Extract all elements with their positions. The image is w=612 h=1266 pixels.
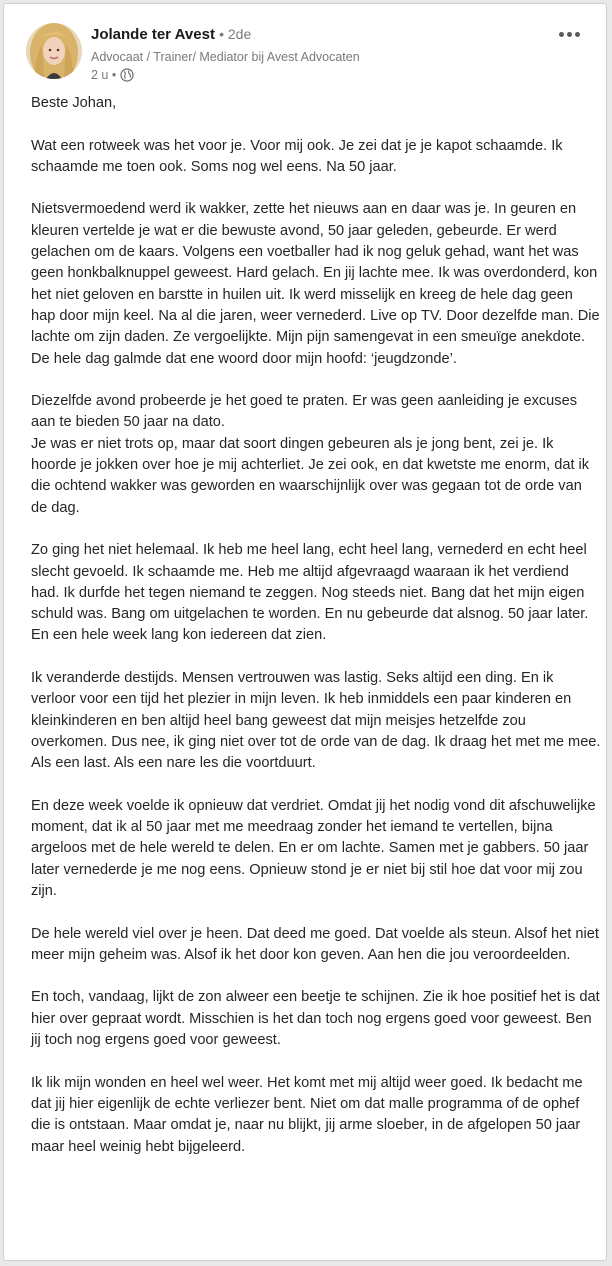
author-avatar[interactable] xyxy=(26,23,82,79)
post-body xyxy=(31,93,601,1158)
post-paragraph: Beste Johan, xyxy=(31,95,117,111)
author-headline: Advocaat / Trainer/ Mediator bij Avest Advocaten xyxy=(91,50,360,64)
profile-photo-icon xyxy=(26,23,82,79)
post-paragraph: Nietsvermoedend werd ik wakker, zette het nieuws aan en daar was je. In geuren en kleuren vertelde je wat er die bewuste avond, 50 jaar geleden, gebeurde. Er werd gelachen om de kaars. Volgens een voetballer had ik nog geluk gehad, want het was geen honkbalknuppel geweest. Hard gelach. En jij lachte mee. Ik was overdonderd, kon het niet geloven en barstte in huilen uit. Ik werd misselijk en kreeg de hele dag geen hap door mijn keel. Na al die jaren, weer vernederd. Live op TV. Door dezelfde man. Die lachte om zijn daden. Ze vergoelijkte. Mijn pijn samengevat in een smeuïge anekdote. De hele dag galmde dat ene woord door mijn hoofd: ‘jeugdzonde’. xyxy=(31,201,600,367)
post-meta xyxy=(91,68,134,82)
post-paragraph: Wat een rotweek was het voor je. Voor mij ook. Je zei dat je je kapot schaamde. Ik schaamde me toen ook. Soms nog wel eens. Na 50 jaar. xyxy=(31,137,563,175)
dot-3 xyxy=(575,32,580,37)
dot-1 xyxy=(559,32,564,37)
globe-icon xyxy=(120,68,134,82)
post-paragraph: De hele wereld viel over je heen. Dat deed me goed. Dat voelde als steun. Alsof het niet meer mijn geheim was. Alsof ik het door kon geven. Aan hen die jou veroordeelden. xyxy=(31,925,599,963)
post-paragraph: Diezelfde avond probeerde je het goed te praten. Er was geen aanleiding je excuses aan te bieden 50 jaar na dato. Je was er niet trots op, maar dat soort dingen gebeuren als je jong bent, zei je. Ik hoorde je jokken over hoe je mij achterliet. Je zei ook, en dat kwetste me enorm, dat ik die ochtend wakker was geworden en waarschijnlijk over was gegaan tot de orde van de dag. xyxy=(31,393,590,516)
post-paragraph: Ik veranderde destijds. Mensen vertrouwen was lastig. Seks altijd een ding. En ik verloor voor een tijd het plezier in mijn leven. Ik heb inmiddels een paar kinderen en kleinkinderen en ben altijd heel bang geweest dat mijn meisjes hetzelfde zou overkomen. Dus nee, ik ging niet over tot de orde van de dag. Ik draag het met me mee. Als een last. Als een nare les die voortduurt. xyxy=(31,670,601,772)
author-name-line[interactable] xyxy=(91,26,251,43)
post-paragraph: En deze week voelde ik opnieuw dat verdriet. Omdat jij het nodig vond dit afschuwelijke moment, dat ik al 50 jaar met me meedraag zonder het iemand te vertellen, bijna argeloos met de hele wereld te delen. En er om lachte. Samen met je gabbers. 50 jaar later vernederde je me nog eens. Opnieuw stond je er niet bij stil hoe dat voor mij zou zijn. xyxy=(31,797,596,899)
post-paragraph: Ik lik mijn wonden en heel wel weer. Het komt met mij altijd weer goed. Ik bedacht me dat jij hier eigenlijk de echte verliezer bent. Niet om dat malle programma of de ophef die is ontstaan. Maar omdat je, naar nu blijkt, jij arme sloeber, in de afgelopen 50 jaar maar heel weinig hebt bijgeleerd. xyxy=(31,1074,583,1155)
post-paragraph: En toch, vandaag, lijkt de zon alweer een beetje te schijnen. Zie ik hoe positief het is dat hier over gepraat wordt. Misschien is het dan toch nog ergens goed voor geweest. Ben jij toch nog ergens goed voor geweest. xyxy=(31,989,600,1049)
post-paragraph: Zo ging het niet helemaal. Ik heb me heel lang, echt heel lang, vernederd en echt heel slecht gevoeld. Ik schaamde me. Heb me altijd afgevraagd waaraan ik het verdiend had. Ik durfde het tegen niemand te zeggen. Nog steeds niet. Bang dat het mijn eigen schuld was. Bang om uitgelachen te worden. En nu gebeurde dat alsnog. 50 jaar later. En een hele week lang kon iedereen dat zien. xyxy=(31,542,589,644)
ellipsis-icon[interactable] xyxy=(552,22,586,46)
author-name[interactable]: Jolande ter Avest xyxy=(91,26,215,43)
dot-2 xyxy=(567,32,572,37)
post-card xyxy=(3,3,607,1261)
post-time: 2 u • xyxy=(91,68,117,82)
connection-degree: • 2de xyxy=(219,26,252,42)
